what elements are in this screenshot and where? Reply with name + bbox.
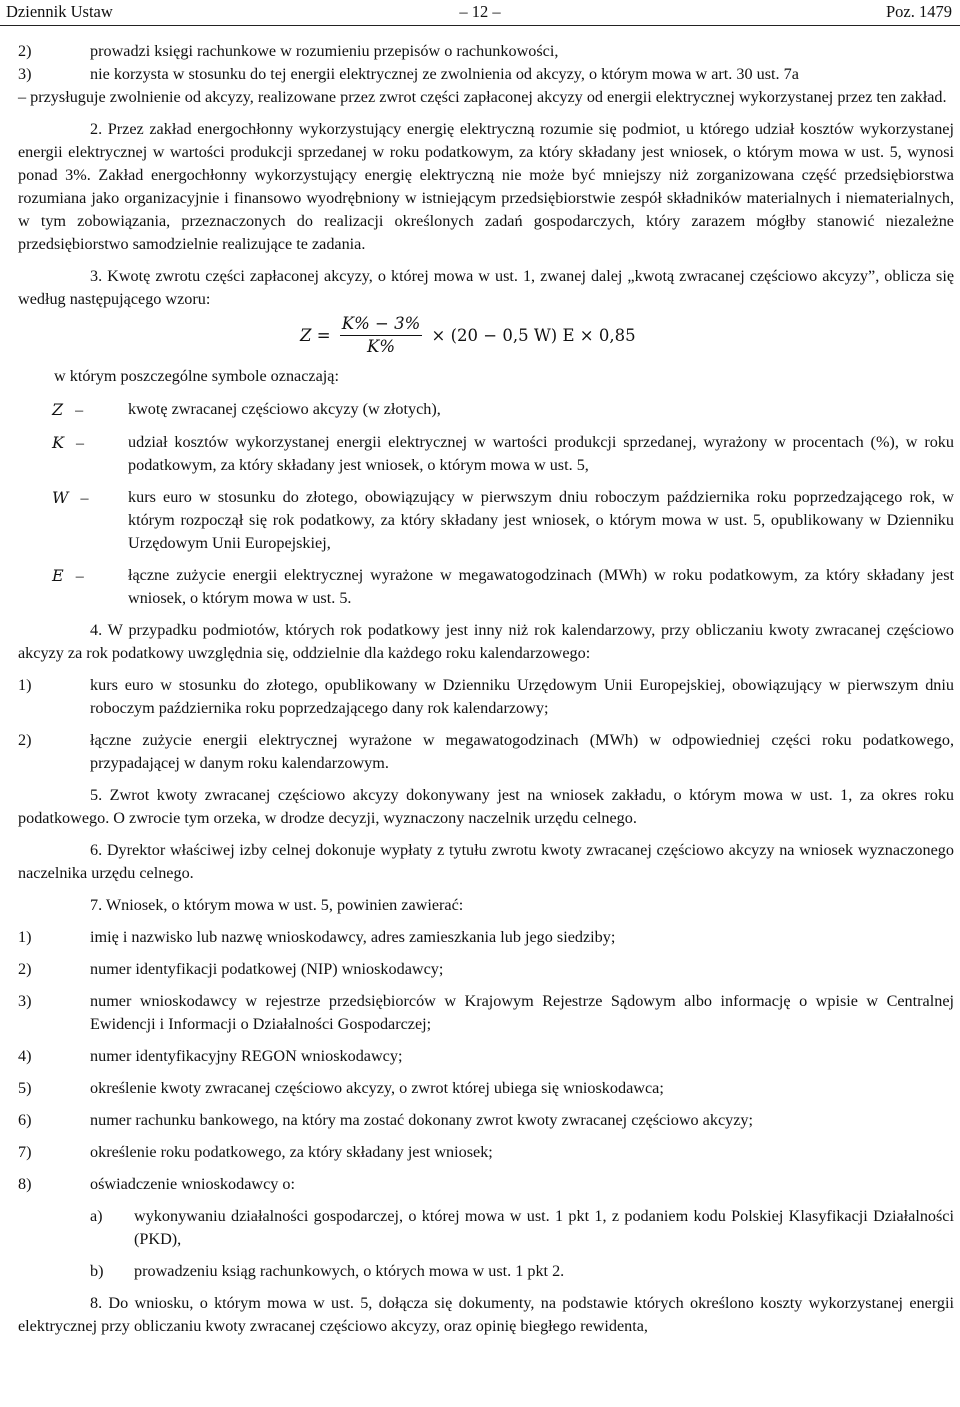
list-item: 7) określenie roku podatkowego, za który składany jest wniosek; xyxy=(18,1143,493,1161)
journal-name: Dziennik Ustaw xyxy=(6,2,113,21)
list-item: 2) łączne zużycie energii elektrycznej wyrażone w megawatogodzinach (MWh) w odpowiedniej części roku podatkowego, przypadającej w danym roku kalendarzowym. xyxy=(18,731,954,772)
paragraph-6: 6. Dyrektor właściwej izby celnej dokonuje wypłaty z tytułu zwrotu kwoty zwracanej częściowo akcyzy na wniosek wyznaczonego naczelnika urzędu celnego. xyxy=(18,841,954,882)
sub-list-item: a) wykonywaniu działalności gospodarczej, o której mowa w ust. 1 pkt 1, z podaniem kodu Polskiej Klasyfikacji Działalności (PKD), xyxy=(90,1207,954,1248)
list-item: 5) określenie kwoty zwracanej częściowo akcyzy, o zwrot której ubiega się wnioskodawca; xyxy=(18,1079,664,1097)
page-number: – 12 – xyxy=(459,2,501,21)
list-item: 3) nie korzysta w stosunku do tej energii elektrycznej ze zwolnienia od akcyzy, o którym mowa w art. 30 ust. 7a xyxy=(18,65,799,83)
position-number: Poz. 1479 xyxy=(886,2,952,21)
header-rule xyxy=(0,25,960,26)
paragraph-2: 2. Przez zakład energochłonny wykorzystujący energię elektryczną rozumie się podmiot, u którego udział kosztów wykorzystanej energii elektrycznej w wartości produkcji sprzedanej w roku podatkowym, za który składany jest wniosek, o którym mowa w ust. 5, wynosi ponad 3%. Zakład energochłonny wykorzystujący energię elektryczną nie może być mniejszy niż zorganizowana część przedsiębiorstwa rozumiana jako organizacyjnie i finansowo wyodrębniony w istniejącym przedsiębiorstwie zespół składników materialnych i niematerialnych, w tym zobowiązania, przeznaczonych do realizacji określonych zadań gospodarczych, który zarazem mógłby stanowić niezależne przedsiębiorstwo samodzielnie realizujące te zadania. xyxy=(18,120,954,253)
symbol-definition: K – udział kosztów wykorzystanej energii elektrycznej w wartości produkcji sprzedanej, wyrażony w procentach (%), w roku podatkowym, za który składany jest wniosek, o którym mowa w ust. 5, xyxy=(52,433,954,474)
formula-expression: Z = $\frac{K\% - 3\%}{K\%}$ × (20 − 0,5 W) E × 0,85 xyxy=(300,314,636,356)
document-body xyxy=(18,40,954,1347)
list-item: 1) kurs euro w stosunku do złotego, opublikowany w Dzienniku Urzędowym Unii Europejskiej, obowiązujący w pierwszym dniu roboczym października roku poprzedzającego dany rok kalendarzowy; xyxy=(18,676,954,717)
paragraph-7: 7. Wniosek, o którym mowa w ust. 5, powinien zawierać: xyxy=(90,896,464,914)
symbols-intro: w którym poszczególne symbole oznaczają: xyxy=(54,367,339,385)
list-item: 2) prowadzi księgi rachunkowe w rozumieniu przepisów o rachunkowości, xyxy=(18,42,559,60)
list-item: 4) numer identyfikacyjny REGON wnioskodawcy; xyxy=(18,1047,403,1065)
list-item: 6) numer rachunku bankowego, na który ma zostać dokonany zwrot kwoty zwracanej częściowo akcyzy; xyxy=(18,1111,753,1129)
list-item: 3) numer wnioskodawcy w rejestrze przedsiębiorców w Krajowym Rejestrze Sądowym albo informację o wpisie w Centralnej Ewidencji i Informacji o Działalności Gospodarczej; xyxy=(18,992,954,1033)
list-item: 1) imię i nazwisko lub nazwę wnioskodawcy, adres zamieszkania lub jego siedziby; xyxy=(18,928,616,946)
list-item: 8) oświadczenie wnioskodawcy o: xyxy=(18,1175,295,1193)
paragraph-3: 3. Kwotę zwrotu części zapłaconej akcyzy, o której mowa w ust. 1, zwanej dalej „kwotą zwracanej częściowo akcyzy”, oblicza się według następującego wzoru: xyxy=(18,267,954,308)
formula xyxy=(18,313,954,365)
page-header xyxy=(0,0,960,24)
paragraph-4: 4. W przypadku podmiotów, których rok podatkowy jest inny niż rok kalendarzowy, przy obliczaniu kwoty zwracanej częściowo akcyzy za rok podatkowy uwzględnia się, oddzielnie dla każdego roku kalendarzowego: xyxy=(18,621,954,662)
paragraph-5: 5. Zwrot kwoty zwracanej częściowo akcyzy dokonywany jest na wniosek zakładu, o którym mowa w ust. 1, za okres roku podatkowego. O zwrocie tym orzeka, w drodze decyzji, wyznaczony naczelnik urzędu celnego. xyxy=(18,786,954,827)
list-item: 2) numer identyfikacji podatkowej (NIP) wnioskodawcy; xyxy=(18,960,444,978)
symbol-definition: E – łączne zużycie energii elektrycznej wyrażone w megawatogodzinach (MWh) w roku podatkowym, za który składany jest wniosek, o którym mowa w ust. 5. xyxy=(52,566,954,607)
symbol-definition: Z – kwotę zwracanej częściowo akcyzy (w złotych), xyxy=(52,400,441,419)
continuation-text: – przysługuje zwolnienie od akcyzy, realizowane przez zwrot części zapłaconej akcyzy od energii elektrycznej wykorzystanej przez ten zakład. xyxy=(18,88,947,106)
paragraph-8: 8. Do wniosku, o którym mowa w ust. 5, dołącza się dokumenty, na podstawie których określono koszty wykorzystanej energii elektrycznej przy obliczaniu kwoty zwracanej częściowo akcyzy, oraz opinię biegłego rewidenta, xyxy=(18,1294,954,1335)
formula-fraction: $\frac{K\% - 3\%}{K\%}$ xyxy=(341,314,421,356)
sub-list-item: b) prowadzeniu ksiąg rachunkowych, o których mowa w ust. 1 pkt 2. xyxy=(90,1262,565,1280)
symbol-definition: W – kurs euro w stosunku do złotego, obowiązujący w pierwszym dniu roboczym października roku poprzedzającego rok, w którym rozpoczął się rok podatkowy, za który składany jest wniosek, o którym mowa w ust. 5, opublikowany w Dzienniku Urzędowym Unii Europejskiej, xyxy=(52,488,954,552)
